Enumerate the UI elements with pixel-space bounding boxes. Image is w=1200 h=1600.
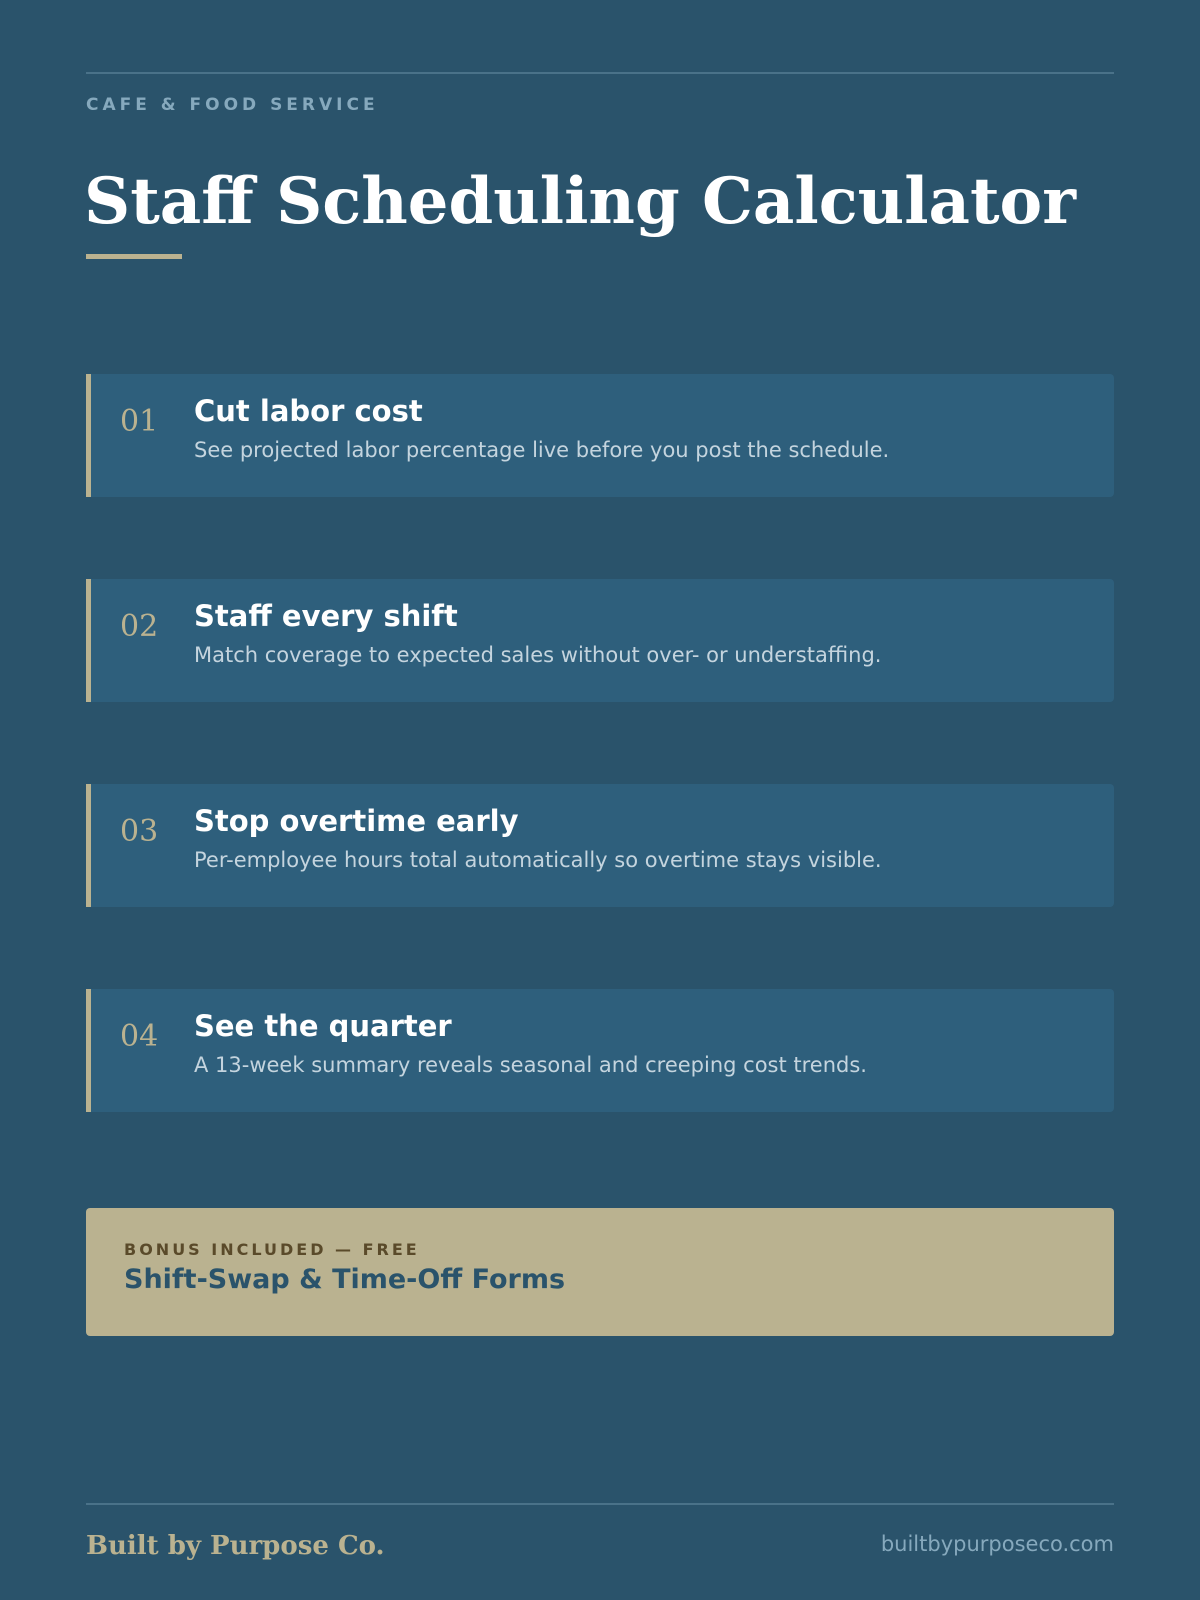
category-eyebrow: CAFE & FOOD SERVICE <box>86 95 379 115</box>
feature-description: See projected labor percentage live before you post the schedule. <box>194 438 890 462</box>
top-divider <box>86 72 1114 74</box>
feature-number: 02 <box>120 609 159 644</box>
feature-number: 04 <box>120 1019 159 1054</box>
website-link[interactable]: builtbypurposeco.com <box>880 1532 1114 1556</box>
feature-number: 01 <box>120 404 159 439</box>
feature-card-3 <box>86 784 1114 907</box>
feature-description: Match coverage to expected sales without over- or understaffing. <box>194 643 882 667</box>
bonus-banner <box>86 1208 1114 1336</box>
feature-card-4 <box>86 989 1114 1112</box>
feature-description: Per-employee hours total automatically so overtime stays visible. <box>194 848 882 872</box>
bonus-label: BONUS INCLUDED — FREE <box>124 1240 420 1259</box>
feature-card-1 <box>86 374 1114 497</box>
feature-title: Cut labor cost <box>194 394 423 428</box>
feature-title: Staff every shift <box>194 599 458 633</box>
bonus-title: Shift-Swap & Time-Off Forms <box>124 1264 566 1295</box>
feature-description: A 13-week summary reveals seasonal and creeping cost trends. <box>194 1053 867 1077</box>
feature-card-2 <box>86 579 1114 702</box>
feature-title: See the quarter <box>194 1009 452 1043</box>
title-underline <box>86 254 182 259</box>
feature-number: 03 <box>120 814 159 849</box>
feature-title: Stop overtime early <box>194 804 519 838</box>
brand-name: Built by Purpose Co. <box>86 1531 385 1561</box>
page-title: Staff Scheduling Calculator <box>84 164 1076 239</box>
footer-divider <box>86 1503 1114 1505</box>
